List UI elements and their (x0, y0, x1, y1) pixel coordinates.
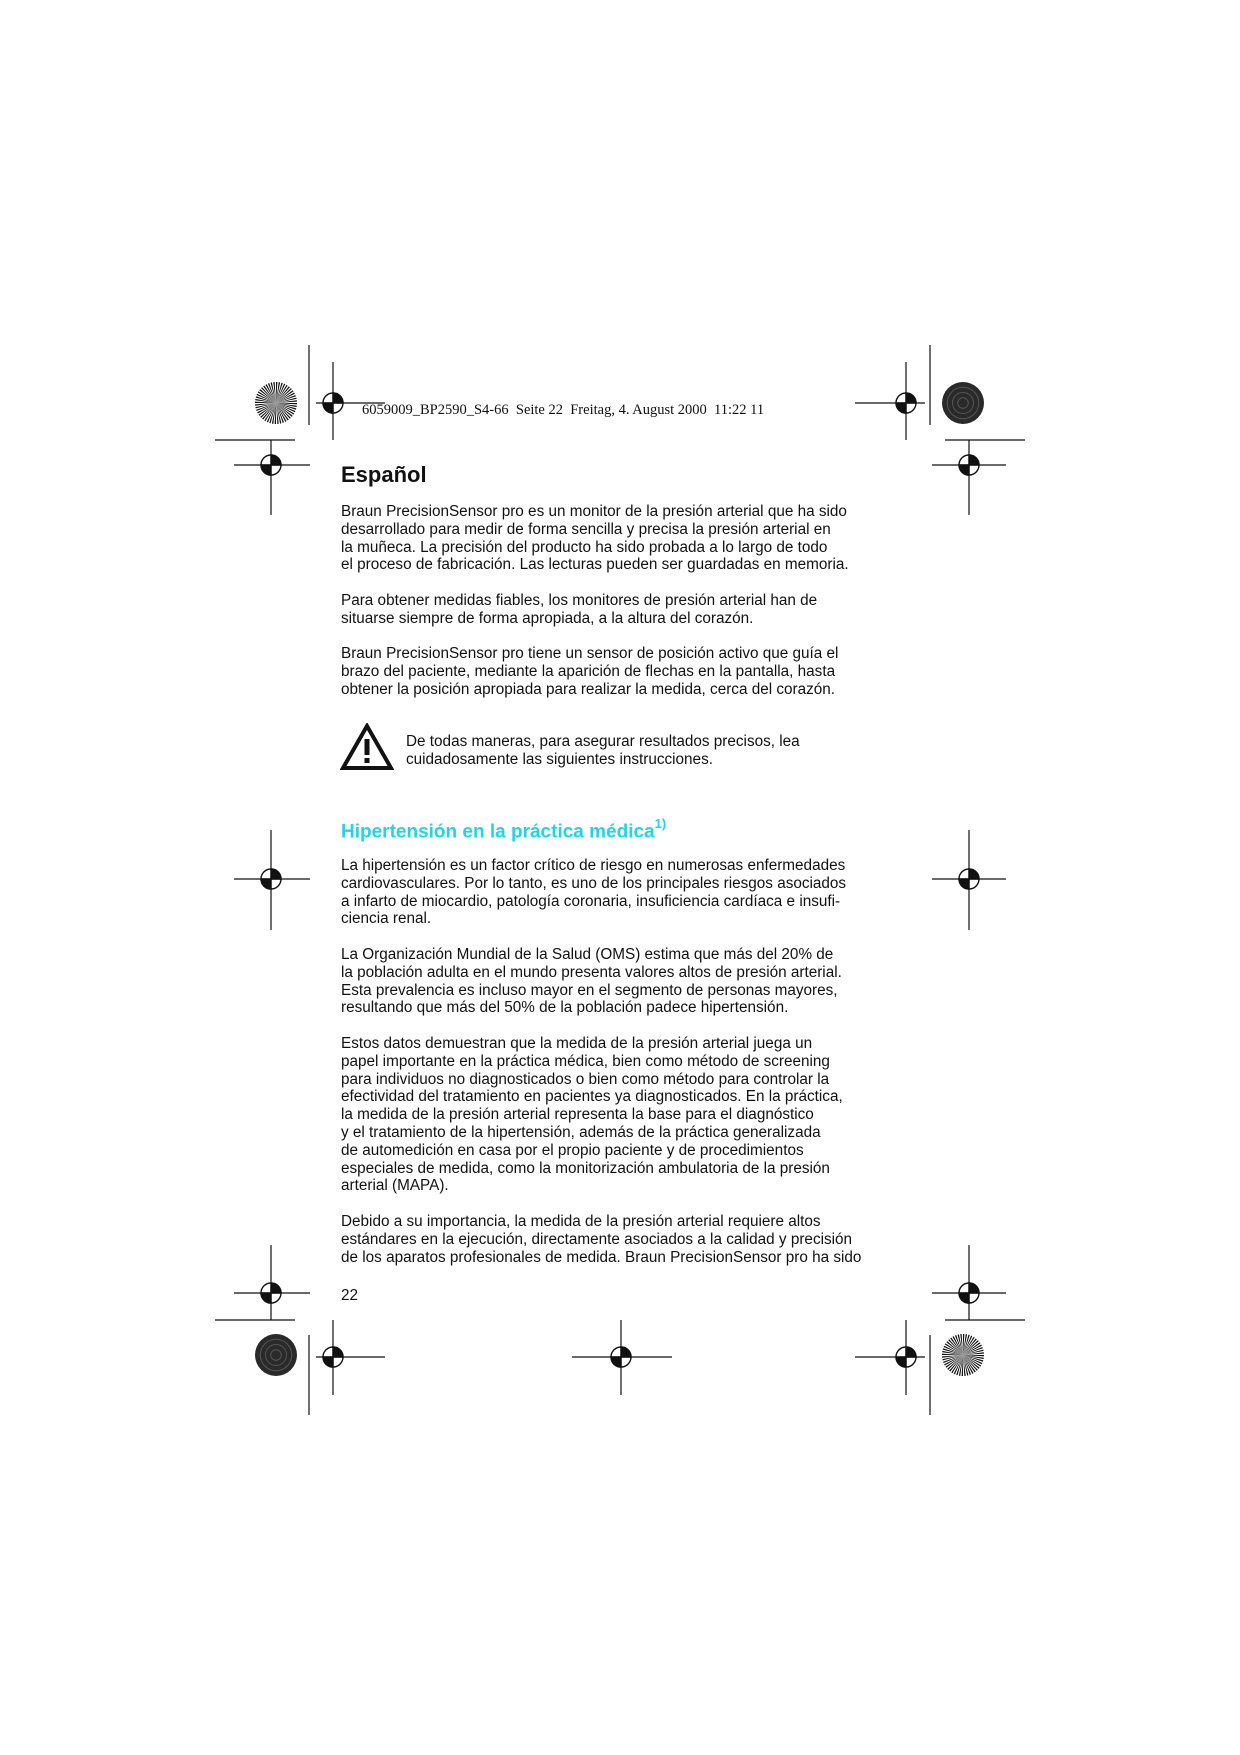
registration-target-icon (261, 869, 281, 889)
star-target-icon (942, 1334, 984, 1376)
text-line: a infarto de miocardio, patología coronaria, insuficiencia cardíaca e insufi- (341, 892, 841, 910)
print-slug: 6059009_BP2590_S4-66 Seite 22 Freitag, 4. August 2000 11:22 11 (362, 402, 765, 418)
text-line: desarrollado para medir de forma sencilla y precisa la presión arterial en (341, 520, 831, 538)
text-line: ciencia renal. (341, 910, 432, 928)
registration-target-icon (323, 1347, 343, 1367)
text-line: para individuos no diagnosticados o bien como método para controlar la (341, 1070, 830, 1088)
warning-text (406, 733, 800, 769)
text-line: arterial (MAPA). (341, 1177, 449, 1195)
section-heading-text: Hipertensión en la práctica médica (341, 821, 655, 843)
text-line: La Organización Mundial de la Salud (OMS) estima que más del 20% de (341, 946, 834, 963)
warning-triangle-icon (340, 723, 394, 771)
text-line: situarse siempre de forma apropiada, a la altura del corazón. (341, 609, 754, 627)
text-line: de los aparatos profesionales de medida. Braun PrecisionSensor pro ha sido (341, 1248, 862, 1266)
text-line: obtener la posición apropiada para realizar la medida, cerca del corazón. (341, 680, 836, 698)
text-line: brazo del paciente, mediante la aparición de flechas en la pantalla, hasta (341, 662, 836, 680)
text-line: efectividad del tratamiento en pacientes ya diagnosticados. En la práctica, (341, 1088, 843, 1106)
text-line: Braun PrecisionSensor pro tiene un sensor de posición activo que guía el (341, 645, 839, 662)
section-paragraph-1 (341, 857, 921, 928)
text-line: cardiovasculares. Por lo tanto, es uno de los principales riesgos asociados (341, 874, 847, 892)
star-target-icon (255, 382, 297, 424)
text-line: la medida de la presión arterial representa la base para el diagnóstico (341, 1106, 814, 1124)
text-line: La hipertensión es un factor crítico de riesgo en numerosas enfermedades (341, 857, 846, 874)
text-line: especiales de medida, como la monitorización ambulatoria de la presión (341, 1159, 830, 1177)
text-line: la muñeca. La precisión del producto ha sido probada a lo largo de todo (341, 538, 828, 556)
text-line: resultando que más del 50% de la población padece hipertensión. (341, 999, 789, 1017)
intro-paragraph-3 (341, 645, 921, 698)
registration-target-icon (323, 393, 343, 413)
page-number: 22 (341, 1287, 359, 1304)
text-line: estándares en la ejecución, directamente asociados a la calidad y precisión (341, 1230, 853, 1248)
footnote-mark: 1) (654, 816, 667, 831)
section-paragraph-4 (341, 1213, 921, 1266)
text-line: y el tratamiento de la hipertensión, además de la práctica generalizada (341, 1123, 821, 1141)
text-line: la población adulta en el mundo presenta valores altos de presión arterial. (341, 963, 842, 981)
text-line: Esta prevalencia es incluso mayor en el segmento de personas mayores, (341, 981, 838, 999)
registration-target-icon (959, 1283, 979, 1303)
text-line: Debido a su importancia, la medida de la presión arterial requiere altos (341, 1213, 821, 1230)
text-line: el proceso de fabricación. Las lecturas pueden ser guardadas en memoria. (341, 556, 849, 574)
text-line: Braun PrecisionSensor pro es un monitor de la presión arterial que ha sido (341, 503, 847, 520)
intro-paragraph-1 (341, 503, 921, 574)
intro-paragraph-2 (341, 592, 921, 628)
text-line: Estos datos demuestran que la medida de la presión arterial juega un (341, 1035, 813, 1052)
registration-target-icon (261, 455, 281, 475)
section-heading (341, 818, 666, 843)
text-line: de automedición en casa por el propio paciente y de procedimientos (341, 1141, 804, 1159)
registration-target-icon (959, 455, 979, 475)
color-target-icon (942, 382, 984, 424)
color-target-icon (255, 1334, 297, 1376)
text-line: cuidadosamente las siguientes instrucciones. (406, 750, 713, 768)
registration-target-icon (611, 1347, 631, 1367)
registration-target-icon (261, 1283, 281, 1303)
text-line: De todas maneras, para asegurar resultados precisos, lea (406, 733, 800, 750)
text-line: Para obtener medidas fiables, los monitores de presión arterial han de (341, 592, 818, 609)
page-title: Español (341, 462, 427, 487)
registration-target-icon (896, 393, 916, 413)
registration-target-icon (959, 869, 979, 889)
registration-target-icon (896, 1347, 916, 1367)
text-line: papel importante en la práctica médica, bien como método de screening (341, 1052, 830, 1070)
section-paragraph-3 (341, 1035, 921, 1195)
section-paragraph-2 (341, 946, 921, 1017)
